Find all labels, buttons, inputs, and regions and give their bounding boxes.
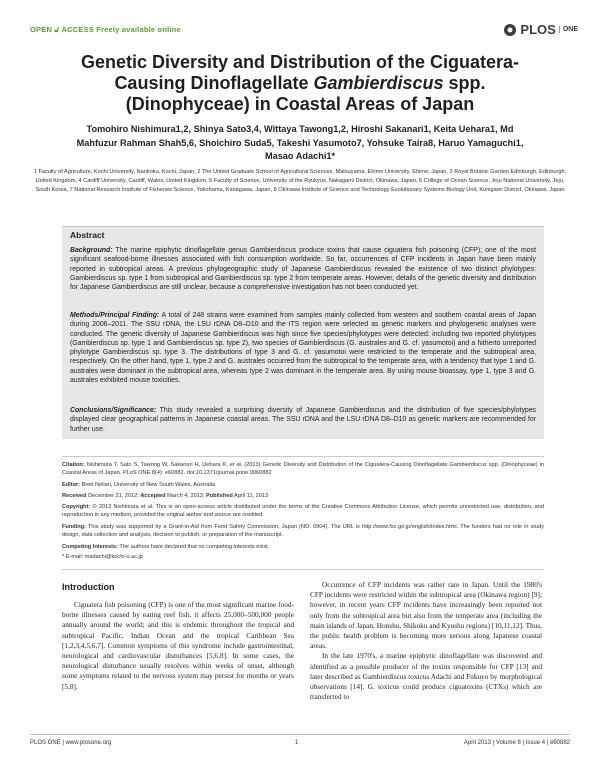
footer-divider bbox=[30, 734, 570, 735]
meta-divider bbox=[62, 456, 544, 457]
methods-text: A total of 248 strains were examined from samples mainly collected from western and southern coastal areas of Japan during 2006–2011. The SSU rDNA, the LSU rDNA D8–D10 and the ITS region were selected as genetic markers and phylogenetic analyses were conducted. The genetic diversity of Japanese Gambierdiscus was high since five species/phylotypes were detected: including two reported phylotypes (Gambierdiscus sp. type 1 and Gambierdiscus sp. type 2), two species of Gambierdiscus (G. australes and G. cf. yasumotoi) and a hitherto unreported phylotype Gambierdiscus sp. type 3. The distributions of type 3 and G. cf. yasumotoi were restricted to the temperate and the subtropical area, respectively. On the other hand, type 1, type 2 and G. australes occurred from the subtropical to the temperate area, with a tendency that type 1 and G. australes were dominant in the subtropical area, whereas type 2 was dominant in the temperate area. By using mouse bioassay, type 1, type 3 and G. australes exhibited mouse toxicities. bbox=[70, 312, 536, 385]
affiliations: 1 Faculty of Agriculture, Kochi University, Nankoku, Kochi, Japan, 2 The United Graduate School of Agricultural Sciences, Matsuyama, Ehime University, Ehime, Japan, 3 Royal Botanic Garden Edinburgh, Edinburgh, United Kingdom, 4 Cardiff University, Cardiff, Wales, United Kingdom, 5 Faculty of Science, University of the Ryukyus, Nakagami District, Okinawa, Japan, 6 College of Ocean Science, Jeju National University, Jeju, South Korea, 7 National Research Institute of Fisheries Science, Yokohama, Kanagawa, Japan, 8 Okinawa Institute of Science and Technology Evolutionary Systems Biology Unit, Kunigami District, Okinawa, Japan bbox=[33, 169, 567, 193]
intro-right-column bbox=[310, 580, 542, 702]
article-title bbox=[60, 52, 540, 115]
citation: Citation: Nishimura T, Sato S, Tawong W, Sakanari H, Uehara K, et al. (2013) Genetic Diversity and Distribution of the Ciguatera-Causing Dinoflagellate Gambierdiscus spp. (Dinophyceae) in Coastal Areas of Japan. PLoS ONE 8(4): e60882. doi:10.1371/journal.pone.0060882 bbox=[62, 462, 544, 477]
dates: Received December 21, 2012; Accepted March 4, 2013; Published April 11, 2013 bbox=[62, 493, 269, 499]
abstract-background bbox=[70, 246, 536, 292]
freely-available-label: Freely available online bbox=[96, 25, 181, 34]
author-line-2: Mahfuzur Rahman Shah5,6, Shoichiro Suda5, Takeshi Yasumoto7, Yohsuke Taira8, Haruo Yamaguchi1, bbox=[76, 137, 524, 148]
methods-label: Methods/Principal Finding: bbox=[70, 312, 160, 319]
open-access-banner bbox=[30, 25, 181, 35]
intro-left-column: Ciguatera fish poisoning (CFP) is one of the most significant marine food-borne illnesses caused by eating reef fish, it affects 25,000–500,000 people annually around the world; and this is endemic throughout the tropical and subtropical Pacific, Indian Ocean and the tropical Caribbean Sea [1,2,3,4,5,6,7]. Common symptoms of this syndrome include gastrointestinal, neurological and cardiovascular disturbances [5,6,8]. In some cases, the neurological disturbance usually resolves within weeks of onset, although some symptoms related to the nervous system may persist for months or years [5,8]. bbox=[62, 600, 294, 691]
conclusions-text: This study revealed a surprising diversity of Japanese Gambierdiscus and the distribution of five species/phylotypes displayed clear geographical patterns in Japanese coastal areas. The SSU rDNA and the LSU rDNA D8–D10 as genetic markers are recommended for further use. bbox=[70, 407, 537, 433]
title-line-2: Causing Dinoflagellate Gambierdiscus spp. bbox=[114, 73, 486, 93]
author-line-3: Masao Adachi1* bbox=[264, 151, 336, 161]
intro-right-paragraph-1: Occurrence of CFP incidents was rather rare in Japan. Until the 1980's CFP incidents were restricted within the subtropical area (Okinawa region) [9]; however, in recent years CFP incidents have increasingly been reported not only from the subtropical area but also from the temperate area (including the main islands of Japan, Honshu, Shikoku and Kyushu regions) [10,11,12]. Thus, the public health problem is becoming more serious along Japanese coastal areas. bbox=[310, 580, 542, 651]
plos-logo-icon bbox=[503, 23, 517, 37]
title-line-1: Genetic Diversity and Distribution of the Ciguatera- bbox=[80, 52, 520, 72]
funding: Funding: This study was supported by a Grant-in-Aid from Food Safety Commission, Japan (NO. 0904). The URL is http://www.fsc.go.jp/english/index.html. The funders had no role in study design, data collection and analysis, decision to publish, or preparation of the manuscript. bbox=[62, 524, 545, 539]
author-list bbox=[60, 123, 540, 164]
background-label: Background: bbox=[70, 247, 113, 254]
editor: Editor: Brett Neilan, University of New South Wales, Australia bbox=[62, 482, 216, 488]
title-line-3: (Dinophyceae) in Coastal Areas of Japan bbox=[125, 94, 475, 114]
footer-journal[interactable]: PLOS ONE | www.plosone.org bbox=[30, 740, 112, 746]
abstract-methods bbox=[70, 311, 536, 385]
meta-divider-bottom bbox=[62, 569, 544, 570]
introduction-heading: Introduction bbox=[62, 582, 115, 592]
plos-one-logo bbox=[503, 22, 578, 37]
access-label: ACCESS bbox=[61, 25, 94, 34]
journal-suffix: ONE bbox=[559, 26, 578, 33]
journal-name: PLOS bbox=[520, 22, 556, 37]
competing-interests: Competing Interests: The authors have declared that no competing interests exist. bbox=[62, 544, 270, 550]
background-text: The marine epiphytic dinoflagellate genus Gambierdiscus produce toxins that cause ciguatera fish poisoning (CFP); one of the most significant seafood-borne illnesses associated with fish consumption worldwide. So far, occurrences of CFP incidents in Japan have been mainly reported in subtropical areas. A previous phylogeographic study of Japanese Gambierdiscus revealed the existence of two distinct phylotypes: Gambierdiscus sp. type 1 from subtropical and Gambierdiscus sp. type 2 from temperate areas. However, details of the genetic diversity and distribution for Japanese Gambierdiscus are still unclear, because a comprehensive investigation has not been conducted yet. bbox=[70, 247, 536, 292]
author-line-1: Tomohiro Nishimura1,2, Shinya Sato3,4, Wittaya Tawong1,2, Hiroshi Sakanari1, Keita Uehara1, Md bbox=[86, 124, 514, 134]
lock-icon: 🔓︎ bbox=[54, 25, 60, 34]
abstract-heading: Abstract bbox=[70, 230, 105, 240]
footer-issue: April 2013 | Volume 8 | Issue 4 | e60882 bbox=[463, 740, 570, 746]
conclusions-label: Conclusions/Significance: bbox=[70, 407, 157, 414]
page-number: 1 bbox=[295, 740, 299, 746]
intro-right-paragraph-2: In the late 1970's, a marine epiphytic dinoflagellate was discovered and identified as a possible producer of the toxins responsible for CFP [13] and later described as Gambierdiscus toxicus Adachi and Fukuyo by morphological observations [14]. G. toxicus could produce ciguatoxins (CTXs) which are transferred to bbox=[310, 651, 542, 702]
copyright: Copyright: © 2013 Nishimura et al. This is an open-access article distributed under the terms of the Creative Commons Attribution License, which permits unrestricted use, distribution, and reproduction in any medium, provided the original author and source are credited. bbox=[62, 504, 544, 519]
corresponding-email[interactable]: * E-mail: madachi@kochi-u.ac.jp bbox=[62, 554, 143, 560]
open-access-label: OPEN bbox=[30, 25, 53, 34]
abstract-conclusions bbox=[70, 406, 536, 434]
